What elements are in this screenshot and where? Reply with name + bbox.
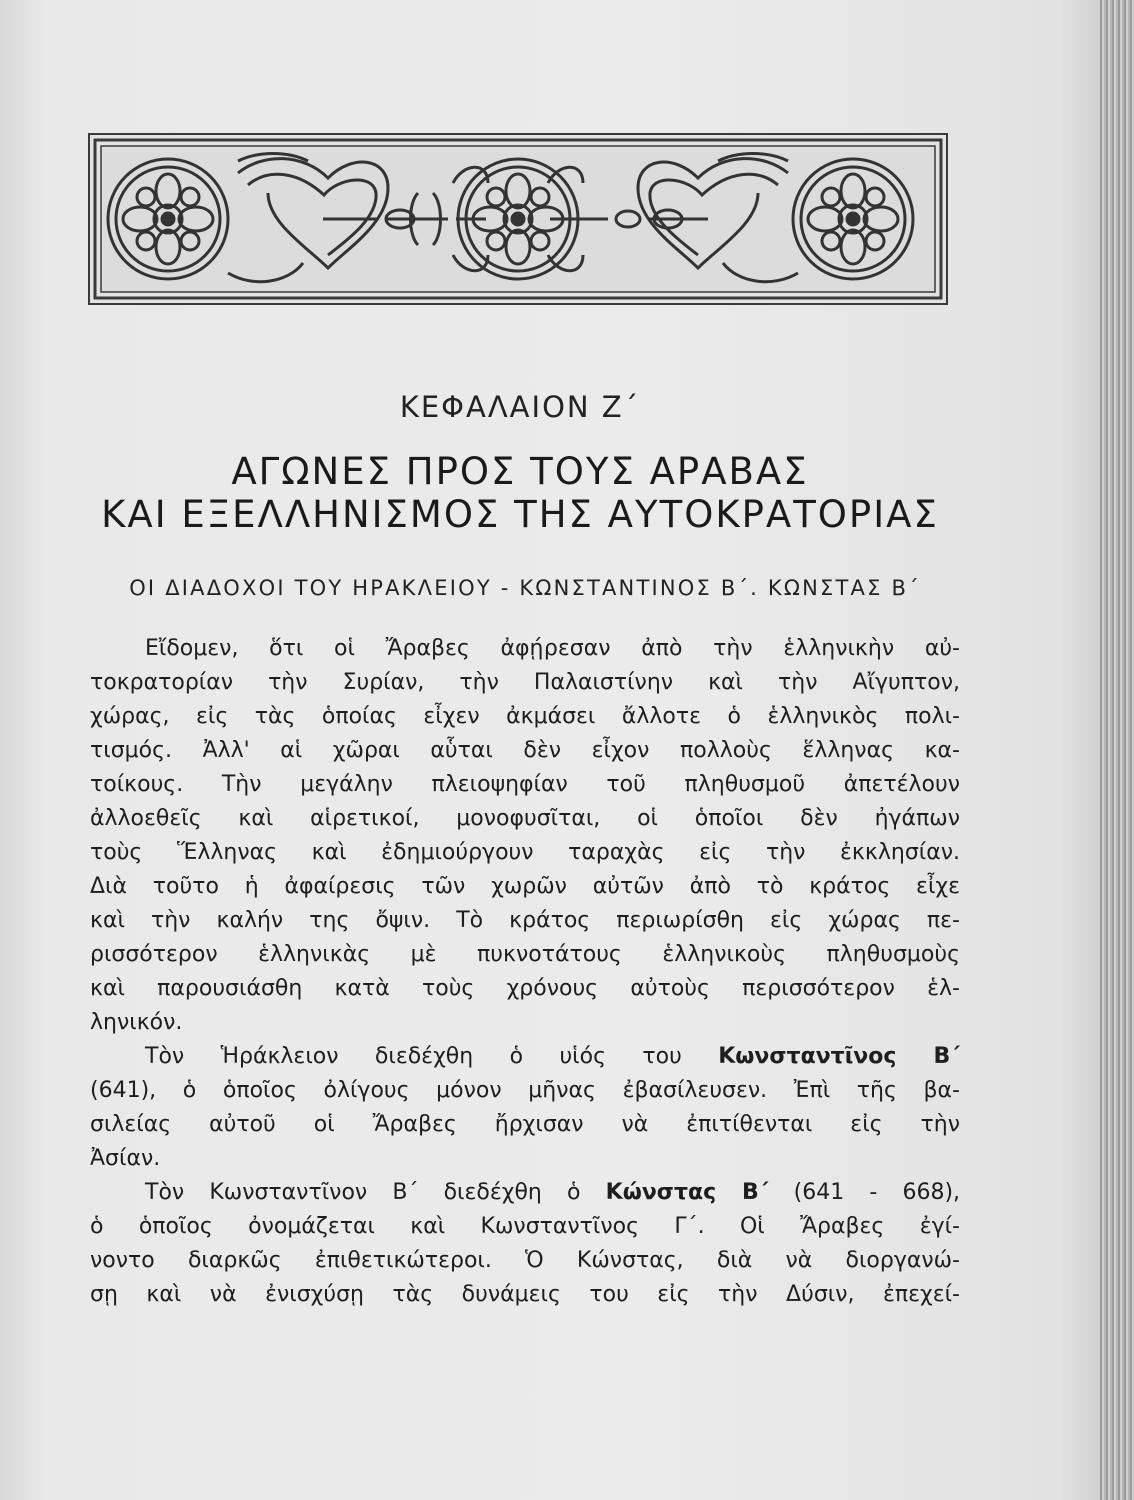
emphasized-name: Κωνσταντῖνος Β΄: [718, 1044, 960, 1069]
body-line: ληνικόν.: [90, 1010, 183, 1035]
page-stack-edge: [1100, 0, 1134, 1500]
body-line: Εἴδομεν, ὅτι οἱ Ἄραβες ἀφῄρεσαν ἀπὸ τὴν ἑλληνικὴν αὐ-: [145, 636, 960, 661]
chapter-label: ΚΕΦΑΛΑΙΟΝ Ζ΄: [399, 390, 641, 424]
decorative-header-ornament: [88, 133, 948, 305]
body-text: (641 - 668),: [793, 1180, 961, 1205]
body-line: [90, 1040, 960, 1074]
body-line: τοὺς Ἕλληνας καὶ ἐδημιούργουν ταραχὰς εἰς τὴν ἐκκλησίαν.: [90, 840, 960, 865]
body-text: Τὸν Ἡράκλειον διεδέχθη ὁ υἱός του: [145, 1044, 682, 1069]
chapter-title-line-1: ΑΓΩΝΕΣ ΠΡΟΣ ΤΟΥΣ ΑΡΑΒΑΣ: [231, 450, 809, 493]
body-text: Τὸν Κωνσταντῖνον Β΄ διεδέχθη ὁ: [145, 1180, 581, 1205]
emphasized-name: Κώνστας Β΄: [605, 1180, 769, 1205]
body-line: καὶ τὴν καλήν της ὄψιν. Τὸ κράτος περιωρίσθη εἰς χώρας πε-: [90, 908, 960, 933]
body-line: σιλείας αὐτοῦ οἱ Ἄραβες ἤρχισαν νὰ ἐπιτίθενται εἰς τὴν: [90, 1112, 960, 1137]
body-line: (641), ὁ ὁποῖος ὀλίγους μόνον μῆνας ἐβασίλευσεν. Ἐπὶ τῆς βα-: [90, 1078, 960, 1103]
body-line: τοίκους. Τὴν μεγάλην πλειοψηφίαν τοῦ πληθυσμοῦ ἀπετέλουν: [90, 772, 960, 797]
section-heading: ΟΙ ΔΙΑΔΟΧΟΙ ΤΟΥ ΗΡΑΚΛΕΙΟΥ - ΚΩΝΣΤΑΝΤΙΝΟΣ Β΄. ΚΩΝΣΤΑΣ Β΄: [129, 576, 921, 600]
body-line: Ἀσίαν.: [90, 1146, 161, 1171]
body-line: σῃ καὶ νὰ ἐνισχύσῃ τὰς δυνάμεις του εἰς τὴν Δύσιν, ἐπεχεί-: [90, 1282, 960, 1307]
body-line: τοκρατορίαν τὴν Συρίαν, τὴν Παλαιστίνην καὶ τὴν Αἴγυπτον,: [90, 670, 960, 695]
chapter-title-line-2: ΚΑΙ ΕΞΕΛΛΗΝΙΣΜΟΣ ΤΗΣ ΑΥΤΟΚΡΑΤΟΡΙΑΣ: [101, 493, 939, 536]
body-line: ὁ ὁποῖος ὀνομάζεται καὶ Κωνσταντῖνος Γ΄. Οἱ Ἄραβες ἐγί-: [90, 1214, 960, 1239]
body-line: ρισσότερον ἑλληνικὰς μὲ πυκνοτάτους ἑλληνικοὺς πληθυσμοὺς: [90, 942, 960, 967]
body-line: νοντο διαρκῶς ἐπιθετικώτεροι. Ὁ Κώνστας, διὰ νὰ διοργανώ-: [90, 1248, 960, 1273]
body-line: τισμός. Ἀλλ' αἱ χῶραι αὗται δὲν εἶχον πολλοὺς ἕλληνας κα-: [90, 738, 960, 763]
body-line: καὶ παρουσιάσθη κατὰ τοὺς χρόνους αὐτοὺς περισσότερον ἑλ-: [90, 976, 960, 1001]
body-line: ἀλλοεθεῖς καὶ αἱρετικοί, μονοφυσῖται, οἱ ὁποῖοι δὲν ἠγάπων: [90, 806, 960, 831]
body-line: [90, 1176, 960, 1210]
body-line: χώρας, εἰς τὰς ὁποίας εἶχεν ἀκμάσει ἄλλοτε ὁ ἑλληνικὸς πολι-: [90, 704, 960, 729]
body-line: Διὰ τοῦτο ἡ ἀφαίρεσις τῶν χωρῶν αὐτῶν ἀπὸ τὸ κράτος εἶχε: [90, 874, 960, 899]
